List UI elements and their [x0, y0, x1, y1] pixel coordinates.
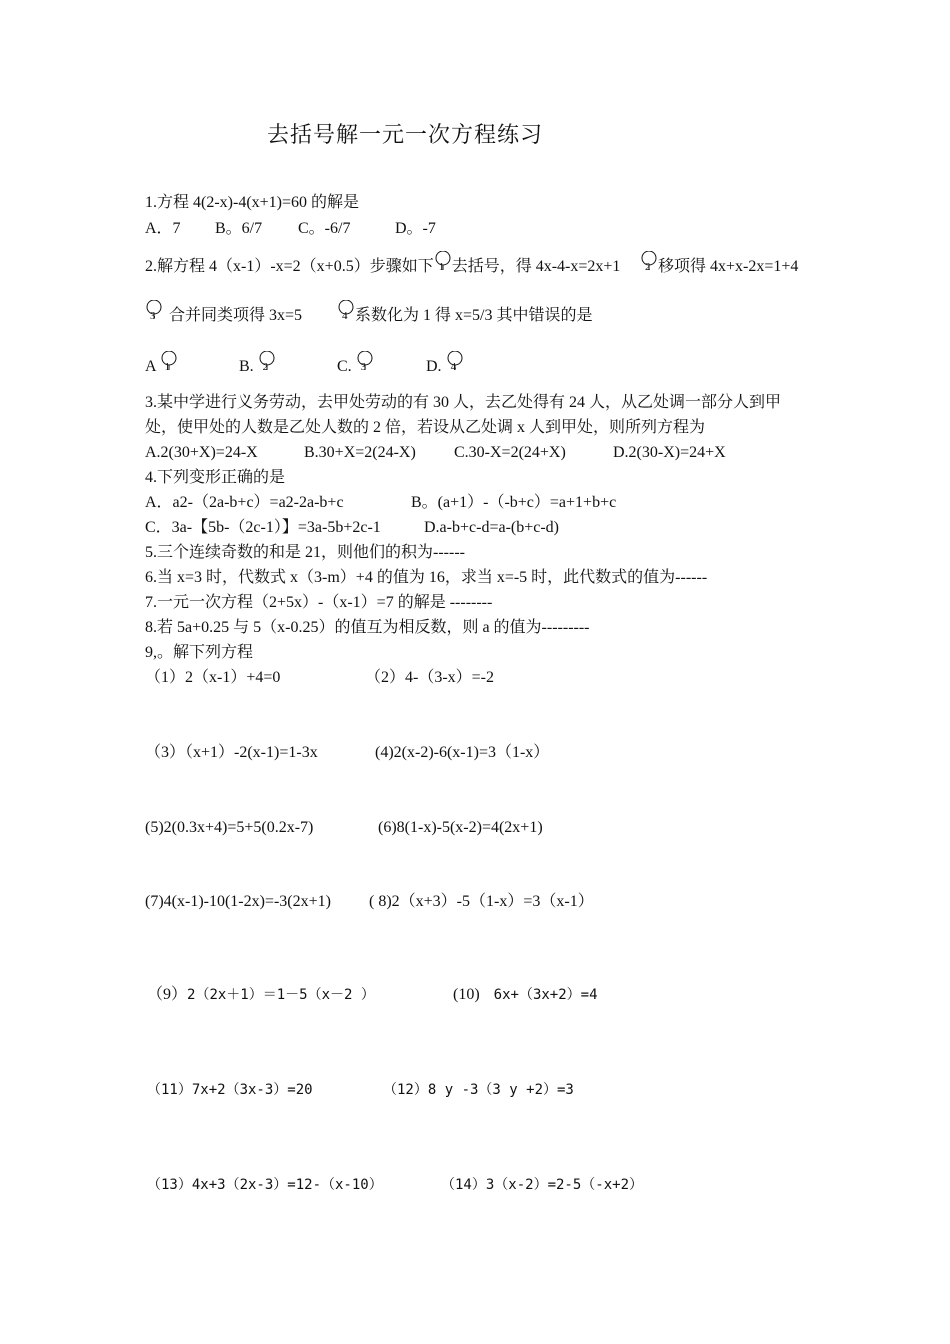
- q9-stem: 9,。解下列方程: [145, 644, 254, 661]
- step-marker-2: [640, 257, 658, 277]
- q7: 7.一元一次方程（2+5x）-（x-1）=7 的解是 --------: [145, 594, 493, 611]
- q2-option-a-num: 1: [164, 361, 171, 373]
- q3-option-c: C.30-X=2(24+X): [454, 444, 566, 461]
- q9-problem-9-expr: 2（2x＋1）＝1－5（x－2 ）: [187, 987, 375, 1003]
- q1-stem: 1.方程 4(2-x)-4(x+1)=60 的解是: [145, 194, 360, 211]
- q2-option-b-marker: [258, 357, 276, 377]
- q3-option-b: B.30+X=2(24-X): [304, 444, 416, 461]
- q2-option-a: [145, 357, 178, 377]
- step-marker-1-num: 1: [438, 261, 445, 273]
- q9-problem-10-label: (10): [453, 986, 480, 1003]
- q9-problem-6: (6)8(1-x)-5(x-2)=4(2x+1): [378, 819, 543, 836]
- q2-option-d: [426, 357, 464, 377]
- q4-option-b: B。(a+1）-（-b+c）=a+1+b+c: [411, 494, 617, 511]
- q9-problem-14: （14）3（x-2）=2-5（-x+2）: [441, 1177, 644, 1193]
- q1-option-a: A．7: [145, 220, 181, 237]
- step-marker-2-num: 2: [645, 261, 651, 273]
- q9-problem-9: [147, 985, 375, 1005]
- q2-option-c: [337, 357, 374, 377]
- q2-option-c-label: C.: [337, 358, 352, 375]
- q9-problem-11: （11）7x+2（3x-3）=20: [147, 1082, 313, 1098]
- q2-option-a-label: A: [145, 358, 156, 375]
- q8: 8.若 5a+0.25 与 5（x-0.25）的值互为相反数，则 a 的值为---------: [145, 619, 590, 636]
- step-marker-3: [145, 306, 163, 326]
- q3-line1: 3.某中学进行义务劳动，去甲处劳动的有 30 人，去乙处得有 24 人，从乙处调一部分人到甲: [145, 394, 782, 411]
- q9-problem-9-label: （9）: [147, 986, 188, 1003]
- q4-option-d: D.a-b+c-d=a-(b+c-d): [424, 519, 559, 536]
- q2-step4-text: 系数化为 1 得 x=5/3 其中错误的是: [355, 307, 593, 324]
- q2-line1: [145, 257, 620, 277]
- q3-line2: 处，使甲处的人数是乙处人数的 2 倍，若设从乙处调 x 人到甲处，则所列方程为: [145, 419, 706, 436]
- q2-line1-step2: [640, 257, 798, 277]
- q2-step3-text: 合并同类项得 3x=5: [169, 307, 303, 324]
- q2-line2: [145, 306, 302, 326]
- q3-option-d: D.2(30-X)=24+X: [613, 444, 726, 461]
- q4-option-a: A．a2-（2a-b+c）=a2-2a-b+c: [145, 494, 344, 511]
- q2-option-b-label: B.: [239, 358, 254, 375]
- q2-step2-text: 移项得 4x+x-2x=1+4: [658, 258, 799, 275]
- q9-problem-8: ( 8)2（x+3）-5（1-x）=3（x-1）: [369, 893, 594, 910]
- q6: 6.当 x=3 时，代数式 x（3-m）+4 的值为 16，求当 x=-5 时，此代数式的值为------: [145, 569, 708, 586]
- q1-option-c: C。-6/7: [298, 220, 351, 237]
- q2-line2-step4: [337, 306, 592, 326]
- page-title: 去括号解一元一次方程练习: [267, 122, 544, 147]
- q2-option-d-marker: [446, 357, 464, 377]
- q9-problem-12: （12）8 y -3（3 y +2）=3: [383, 1082, 574, 1098]
- q2-intro: 2.解方程 4（x-1）-x=2（x+0.5）步骤如下: [145, 258, 434, 275]
- q9-problem-7: (7)4(x-1)-10(1-2x)=-3(2x+1): [145, 893, 331, 910]
- q9-problem-2: （2）4-（3-x）=-2: [365, 669, 495, 686]
- q9-problem-10-expr: 6x+（3x+2）=4: [493, 987, 598, 1003]
- q9-problem-10: [453, 985, 598, 1005]
- q9-problem-5: (5)2(0.3x+4)=5+5(0.2x-7): [145, 819, 314, 836]
- q9-problem-3: （3）（x+1）-2(x-1)=1-3x: [145, 744, 318, 761]
- q3-option-a: A.2(30+X)=24-X: [145, 444, 258, 461]
- q1-option-d: D。-7: [395, 220, 436, 237]
- step-marker-3-num: 3: [150, 310, 156, 322]
- q2-option-b-num: 2: [262, 361, 269, 373]
- q2-option-c-num: 3: [360, 361, 367, 373]
- q2-option-a-marker: [160, 357, 178, 377]
- q9-problem-1: （1）2（x-1）+4=0: [145, 669, 281, 686]
- q4-stem: 4.下列变形正确的是: [145, 469, 286, 486]
- q9-problem-4: (4)2(x-2)-6(x-1)=3（1-x）: [375, 744, 550, 761]
- q5: 5.三个连续奇数的和是 21，则他们的积为------: [145, 544, 465, 561]
- q2-option-d-label: D.: [426, 358, 442, 375]
- q2-option-c-marker: [356, 357, 374, 377]
- q2-option-d-num: 4: [450, 361, 457, 373]
- q9-problem-13: （13）4x+3（2x-3）=12-（x-10）: [147, 1177, 383, 1193]
- q2-option-b: [239, 357, 276, 377]
- q4-option-c: C．3a-【5b-（2c-1）】=3a-5b+2c-1: [145, 519, 381, 536]
- step-marker-4-num: 4: [342, 310, 348, 322]
- step-marker-1: [434, 257, 452, 277]
- step-marker-4: [337, 306, 355, 326]
- q2-step1-text: 去括号，得 4x-4-x=2x+1: [451, 258, 621, 275]
- q1-option-b: B。6/7: [215, 220, 263, 237]
